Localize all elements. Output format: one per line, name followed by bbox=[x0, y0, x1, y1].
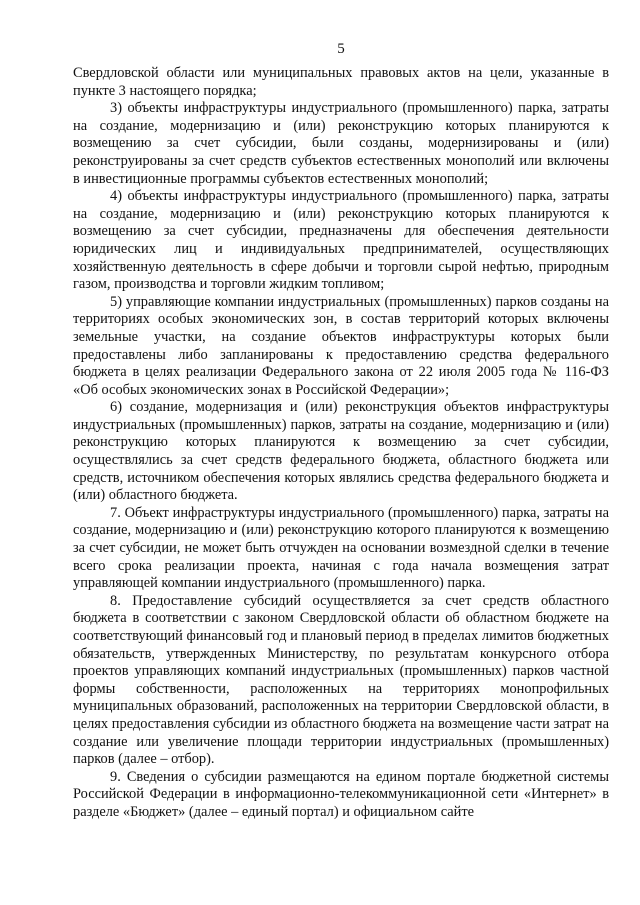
paragraph-item-5: 5) управляющие компании индустриальных (промышленных) парков созданы на территориях особых экономических зон, в состав территорий которых включены земельные участки, на создание объектов инфраструктуры которых были предоставлены либо запланированы к предоставлению средства федерального бюджета в целях реализации Федерального закона от 22 июля 2005 года № 116-ФЗ «Об особых экономических зонах в Российской Федерации»; bbox=[73, 293, 609, 398]
paragraph-item-6: 6) создание, модернизация и (или) реконструкция объектов инфраструктуры индустриальных (промышленных) парков, затраты на создание, модернизацию и (или) реконструкцию которых планируются к возмещению за счет субсидии, осуществлялись за счет средств федерального бюджета, областного бюджета или средств, источником обеспечения которых являлись средства федерального бюджета и (или) областного бюджета. bbox=[73, 399, 609, 504]
paragraph-continuation: Свердловской области или муниципальных правовых актов на цели, указанные в пункте 3 настоящего порядка; bbox=[73, 65, 609, 99]
paragraph-clause-7: 7. Объект инфраструктуры индустриального (промышленного) парка, затраты на создание, модернизацию и (или) реконструкцию которого планируются к возмещению за счет субсидии, не может быть отчужден на основании возмездной сделки в течение всего срока реализации проекта, начиная с года начала возмещения затрат управляющей компании индустриального (промышленного) парка. bbox=[73, 504, 609, 592]
paragraph-item-4: 4) объекты инфраструктуры индустриального (промышленного) парка, затраты на создание, модернизацию и (или) реконструкцию которых планируются к возмещению за счет субсидии, предназначены для обеспечения деятельности юридических лиц и индивидуальных предпринимателей, осуществляющих хозяйственную деятельность в сфере добычи и торговли сырой нефтью, природным газом, производства и торговли жидким топливом; bbox=[73, 188, 609, 293]
paragraph-clause-9: 9. Сведения о субсидии размещаются на едином портале бюджетной системы Российской Федерации в информационно-телекоммуникационной сети «Интернет» в разделе «Бюджет» (далее – единый портал) и официальном сайте bbox=[73, 768, 609, 820]
paragraph-item-3: 3) объекты инфраструктуры индустриального (промышленного) парка, затраты на создание, модернизацию и (или) реконструкцию которых планируются к возмещению за счет субсидии, были созданы, модернизированы и (или) реконструированы за счет средств субъектов естественных монополий или включены в инвестиционные программы субъектов естественных монополий; bbox=[73, 100, 609, 187]
paragraph-clause-8: 8. Предоставление субсидий осуществляется за счет средств областного бюджета в соответствии с законом Свердловской области об областном бюджете на соответствующий финансовый год и плановый период в пределах лимитов бюджетных обязательств, утвержденных Министерству, по результатам конкурсного отбора проектов управляющих компаний индустриальных (промышленных) парков частной формы собственности, расположенных на территориях монопрофильных муниципальных образований, расположенных на территории Свердловской области, в целях предоставления субсидии из областного бюджета на возмещение части затрат на создание или увеличение площади территории индустриальных (промышленных) парков (далее – отбор). bbox=[73, 592, 609, 768]
page-number: 5 bbox=[337, 41, 345, 57]
